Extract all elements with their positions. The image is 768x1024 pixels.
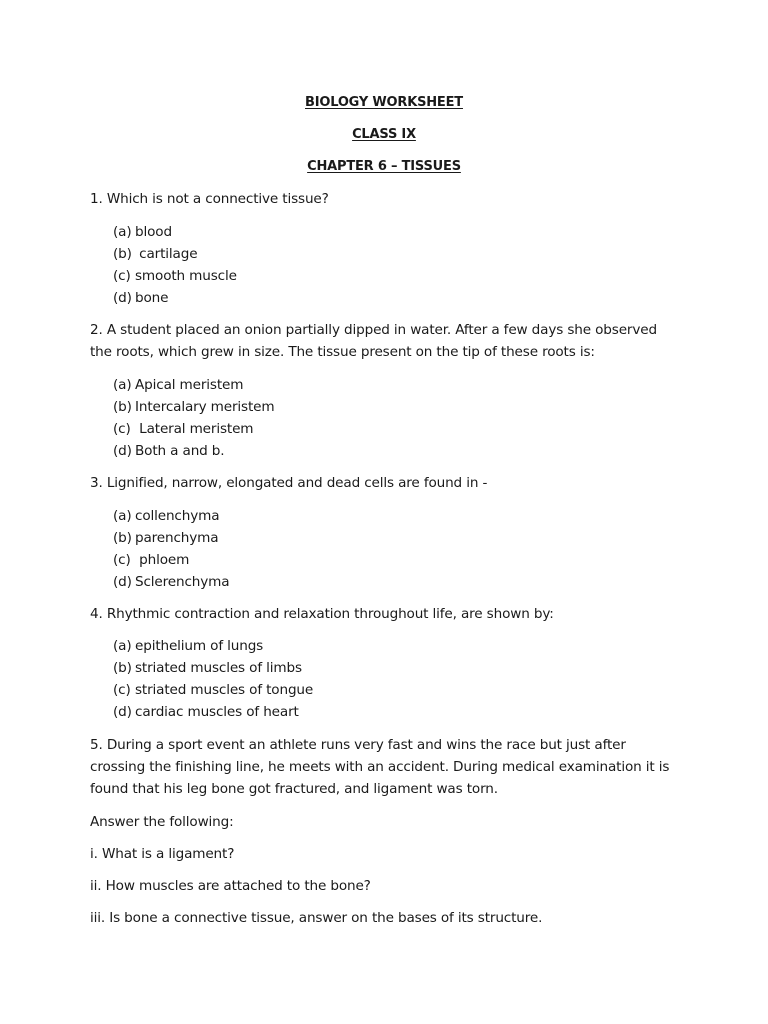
- answer-prompt: Answer the following:: [90, 814, 234, 830]
- question-4-option-b: [113, 659, 302, 677]
- option-text: Intercalary meristem: [135, 399, 275, 415]
- option-text: parenchyma: [135, 530, 219, 546]
- chapter-heading: CHAPTER 6 – TISSUES: [307, 159, 461, 174]
- option-label: (a): [113, 224, 132, 240]
- question-5-text: 5. During a sport event an athlete runs very fast and wins the race but just after crossing the finishing line, he meets with an accident. During medical examination it is found that his leg bone got fractured, and ligament was torn.: [90, 737, 670, 797]
- question-4-option-a: [113, 637, 263, 655]
- option-label: (b): [113, 660, 132, 676]
- question-3-option-b: [113, 529, 218, 547]
- option-label: (b): [113, 530, 132, 546]
- option-label: (b): [113, 246, 132, 262]
- option-label: (c): [113, 421, 131, 437]
- option-text: smooth muscle: [135, 268, 237, 284]
- question-2-option-a: [113, 376, 243, 394]
- sub-question-iii: iii. Is bone a connective tissue, answer on the bases of its structure.: [90, 910, 543, 926]
- option-text: cardiac muscles of heart: [135, 704, 299, 720]
- option-label: (d): [113, 574, 132, 590]
- option-text: collenchyma: [135, 508, 220, 524]
- question-4-text: 4. Rhythmic contraction and relaxation throughout life, are shown by:: [90, 606, 554, 622]
- option-label: (c): [113, 552, 131, 568]
- class-heading: CLASS IX: [352, 127, 416, 142]
- question-4-option-c: [113, 681, 313, 699]
- sub-question-i: i. What is a ligament?: [90, 846, 235, 862]
- question-1-option-b: [113, 245, 197, 263]
- question-2-option-d: [113, 442, 224, 460]
- option-label: (d): [113, 290, 132, 306]
- question-3-option-d: [113, 573, 229, 591]
- question-3-text: 3. Lignified, narrow, elongated and dead cells are found in -: [90, 475, 488, 491]
- option-text: bone: [135, 290, 169, 306]
- option-text: blood: [135, 224, 172, 240]
- option-text: cartilage: [135, 246, 198, 262]
- question-3-option-c: [113, 551, 189, 569]
- question-2-option-b: [113, 398, 274, 416]
- option-label: (a): [113, 638, 132, 654]
- question-1-option-d: [113, 289, 168, 307]
- question-3-option-a: [113, 507, 219, 525]
- question-1-option-c: [113, 267, 237, 285]
- option-label: (c): [113, 682, 131, 698]
- option-text: striated muscles of limbs: [135, 660, 302, 676]
- question-2-option-c: [113, 420, 253, 438]
- option-text: phloem: [135, 552, 190, 568]
- option-text: striated muscles of tongue: [135, 682, 314, 698]
- option-label: (d): [113, 704, 132, 720]
- question-1-option-a: [113, 223, 172, 241]
- option-text: Apical meristem: [135, 377, 244, 393]
- option-label: (b): [113, 399, 132, 415]
- question-2-text: 2. A student placed an onion partially dipped in water. After a few days she observed the roots, which grew in size. The tissue present on the tip of these roots is:: [90, 322, 657, 360]
- option-label: (c): [113, 268, 131, 284]
- worksheet-title: BIOLOGY WORKSHEET: [305, 95, 463, 110]
- question-4-option-d: [113, 703, 299, 721]
- option-label: (a): [113, 377, 132, 393]
- option-label: (a): [113, 508, 132, 524]
- option-text: Both a and b.: [135, 443, 225, 459]
- option-text: epithelium of lungs: [135, 638, 264, 654]
- sub-question-ii: ii. How muscles are attached to the bone?: [90, 878, 371, 894]
- option-text: Lateral meristem: [135, 421, 254, 437]
- option-label: (d): [113, 443, 132, 459]
- option-text: Sclerenchyma: [135, 574, 230, 590]
- question-1-text: 1. Which is not a connective tissue?: [90, 191, 329, 207]
